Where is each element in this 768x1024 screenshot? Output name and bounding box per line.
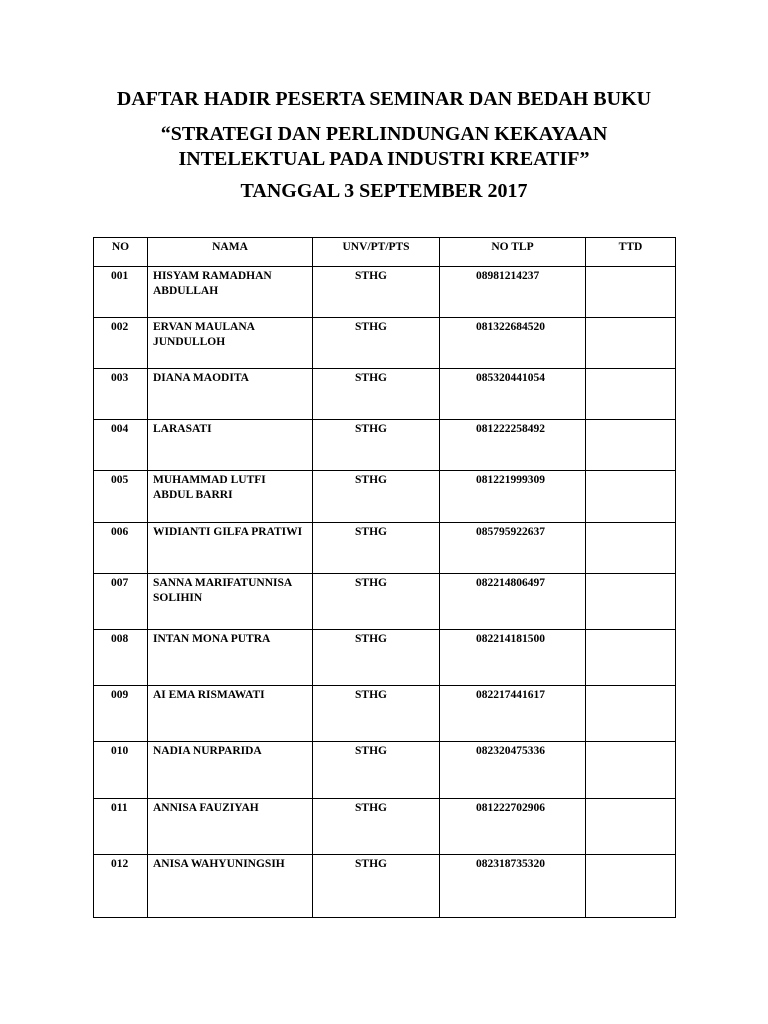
cell-no: 005 <box>94 471 148 523</box>
table-row <box>94 318 676 369</box>
table-row <box>94 799 676 855</box>
cell-no: 012 <box>94 855 148 918</box>
event-subtitle-line-1: “STRATEGI DAN PERLINDUNGAN KEKAYAAN <box>160 123 608 145</box>
cell-tlp: 081222702906 <box>440 799 586 855</box>
cell-no: 003 <box>94 369 148 420</box>
cell-nama: ANNISA FAUZIYAH <box>148 799 313 855</box>
cell-univ: STHG <box>313 630 440 686</box>
table-row <box>94 630 676 686</box>
cell-tlp: 082217441617 <box>440 686 586 742</box>
cell-ttd <box>586 742 676 799</box>
table-row <box>94 369 676 420</box>
cell-tlp: 081322684520 <box>440 318 586 369</box>
cell-nama: SANNA MARIFATUNNISA SOLIHIN <box>148 574 313 630</box>
cell-nama: ANISA WAHYUNINGSIH <box>148 855 313 918</box>
cell-ttd <box>586 471 676 523</box>
cell-no: 002 <box>94 318 148 369</box>
cell-tlp: 082320475336 <box>440 742 586 799</box>
cell-no: 008 <box>94 630 148 686</box>
cell-univ: STHG <box>313 471 440 523</box>
cell-univ: STHG <box>313 523 440 574</box>
cell-nama: ERVAN MAULANA JUNDULLOH <box>148 318 313 369</box>
column-header-tlp: NO TLP <box>440 238 586 267</box>
cell-tlp: 082318735320 <box>440 855 586 918</box>
cell-univ: STHG <box>313 799 440 855</box>
table-row <box>94 420 676 471</box>
document-title: DAFTAR HADIR PESERTA SEMINAR DAN BEDAH BUKU <box>116 88 652 110</box>
table-row <box>94 574 676 630</box>
cell-ttd <box>586 574 676 630</box>
cell-no: 007 <box>94 574 148 630</box>
cell-univ: STHG <box>313 369 440 420</box>
table-row <box>94 855 676 918</box>
cell-ttd <box>586 686 676 742</box>
cell-no: 011 <box>94 799 148 855</box>
event-subtitle-line-2: INTELEKTUAL PADA INDUSTRI KREATIF” <box>178 148 590 170</box>
cell-no: 001 <box>94 267 148 318</box>
cell-univ: STHG <box>313 855 440 918</box>
cell-tlp: 08981214237 <box>440 267 586 318</box>
cell-nama: INTAN MONA PUTRA <box>148 630 313 686</box>
table-row <box>94 686 676 742</box>
table-row <box>94 523 676 574</box>
cell-univ: STHG <box>313 574 440 630</box>
cell-univ: STHG <box>313 267 440 318</box>
table-row <box>94 471 676 523</box>
table-body <box>94 267 676 918</box>
cell-ttd <box>586 420 676 471</box>
cell-tlp: 085320441054 <box>440 369 586 420</box>
cell-nama: DIANA MAODITA <box>148 369 313 420</box>
cell-univ: STHG <box>313 742 440 799</box>
cell-ttd <box>586 318 676 369</box>
attendance-table <box>93 237 676 918</box>
cell-univ: STHG <box>313 686 440 742</box>
cell-no: 010 <box>94 742 148 799</box>
cell-ttd <box>586 523 676 574</box>
column-header-nama: NAMA <box>148 238 313 267</box>
column-header-ttd: TTD <box>586 238 676 267</box>
cell-ttd <box>586 799 676 855</box>
cell-nama: NADIA NURPARIDA <box>148 742 313 799</box>
cell-tlp: 082214806497 <box>440 574 586 630</box>
cell-nama: AI EMA RISMAWATI <box>148 686 313 742</box>
table-row <box>94 742 676 799</box>
cell-no: 009 <box>94 686 148 742</box>
table-row <box>94 267 676 318</box>
cell-nama: MUHAMMAD LUTFI ABDUL BARRI <box>148 471 313 523</box>
cell-nama: HISYAM RAMADHAN ABDULLAH <box>148 267 313 318</box>
cell-univ: STHG <box>313 420 440 471</box>
cell-nama: WIDIANTI GILFA PRATIWI <box>148 523 313 574</box>
cell-ttd <box>586 855 676 918</box>
event-date: TANGGAL 3 SEPTEMBER 2017 <box>240 180 528 202</box>
table-header-row <box>94 238 676 267</box>
cell-no: 006 <box>94 523 148 574</box>
column-header-univ: UNV/PT/PTS <box>313 238 440 267</box>
cell-ttd <box>586 630 676 686</box>
cell-tlp: 081222258492 <box>440 420 586 471</box>
cell-nama: LARASATI <box>148 420 313 471</box>
cell-tlp: 082214181500 <box>440 630 586 686</box>
column-header-no: NO <box>94 238 148 267</box>
cell-tlp: 081221999309 <box>440 471 586 523</box>
cell-univ: STHG <box>313 318 440 369</box>
cell-tlp: 085795922637 <box>440 523 586 574</box>
cell-ttd <box>586 267 676 318</box>
cell-no: 004 <box>94 420 148 471</box>
cell-ttd <box>586 369 676 420</box>
